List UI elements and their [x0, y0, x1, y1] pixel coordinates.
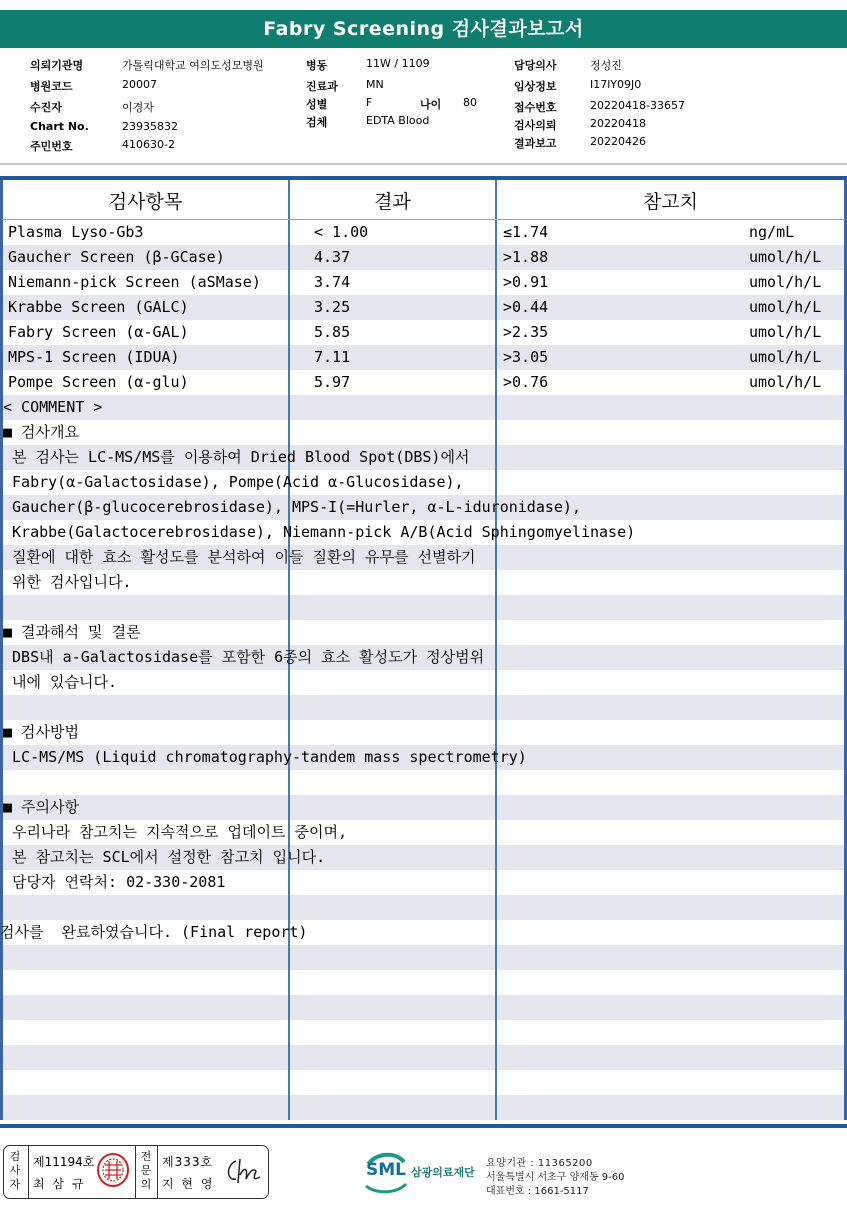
result-value: 4.37 — [314, 248, 351, 266]
comment-line: ■ 검사개요 — [3, 423, 80, 441]
info-left-value: 410630-2 — [122, 138, 175, 151]
info-left-label: Chart No. — [30, 120, 89, 133]
info-left-label: 수진자 — [30, 101, 62, 114]
result-value: 5.85 — [314, 323, 351, 341]
info-middle-value: F — [366, 96, 373, 109]
info-left-label: 의뢰기관명 — [30, 59, 84, 72]
info-right-label: 검사의뢰 — [514, 119, 557, 132]
org-address: 서울특별시 서초구 양재동 9-60 — [486, 1172, 625, 1183]
unit: umol/h/L — [749, 323, 822, 341]
comment-line: ■ 결과해석 및 결론 — [3, 623, 141, 641]
comment-line: Fabry(α-Galactosidase), Pompe(Acid α-Glucosidase), — [3, 473, 464, 491]
test-name: Fabry Screen (α-GAL) — [8, 323, 189, 341]
unit: umol/h/L — [749, 373, 822, 391]
test-name: Plasma Lyso-Gb3 — [8, 223, 144, 241]
comment-line: 질환에 대한 효소 활성도를 분석하여 이들 질환의 유무를 선별하기 — [3, 548, 476, 566]
row-stripe — [3, 395, 845, 420]
info-middle-label: 병동 — [306, 59, 328, 72]
info-middle-label: 성별 — [306, 98, 328, 111]
test-name: Pompe Screen (α-glu) — [8, 373, 189, 391]
reference-range: >0.44 — [503, 298, 549, 316]
inspector-seal-icon — [95, 1151, 131, 1189]
header-divider — [0, 163, 847, 165]
comment-line: ■ 주의사항 — [3, 798, 80, 816]
result-value: 3.25 — [314, 298, 351, 316]
unit: umol/h/L — [749, 348, 822, 366]
unit: umol/h/L — [749, 298, 822, 316]
reference-range: >0.76 — [503, 373, 549, 391]
info-middle-value: 11W / 1109 — [366, 57, 430, 70]
info-middle-value: MN — [366, 78, 384, 91]
inspector-name: 최 삼 규 — [33, 1177, 86, 1191]
report-title: Fabry Screening 검사결과보고서 — [0, 10, 847, 48]
comment-line: 위한 검사입니다. — [3, 573, 132, 591]
reviewer-signature-icon — [222, 1153, 264, 1189]
inspector-label: 검사자 — [9, 1150, 21, 1191]
comment-line: LC-MS/MS (Liquid chromatography-tandem mass spectrometry) — [3, 748, 527, 766]
reviewer-number: 제333호 — [162, 1155, 214, 1169]
info-right-value: 20220418 — [590, 117, 646, 130]
comment-line: 본 참고치는 SCL에서 설정한 참고치 입니다. — [3, 848, 326, 866]
column-divider-2 — [495, 180, 497, 1120]
reference-range: >2.35 — [503, 323, 549, 341]
org-phone: 대표번호 : 1661-5117 — [486, 1186, 589, 1197]
reference-range: >0.91 — [503, 273, 549, 291]
result-value: < 1.00 — [314, 223, 369, 241]
info-right-label: 담당의사 — [514, 59, 557, 72]
result-value: 5.97 — [314, 373, 351, 391]
info-right-value: 20220426 — [590, 135, 646, 148]
info-middle-label: 진료과 — [306, 80, 338, 93]
info-middle-value: EDTA Blood — [366, 114, 430, 127]
age-label: 나이 — [420, 98, 442, 111]
sig-divider-2 — [135, 1146, 136, 1198]
comment-line: Gaucher(β-glucocerebrosidase), MPS-I(=Hurler, α-L-iduronidase), — [3, 498, 581, 516]
reviewer-name: 지 현 영 — [162, 1177, 215, 1191]
info-left-value: 이경자 — [122, 101, 154, 114]
info-left-value: 20007 — [122, 78, 157, 91]
row-stripe — [3, 1045, 845, 1070]
info-middle-label: 검체 — [306, 116, 328, 129]
result-value: 7.11 — [314, 348, 351, 366]
row-stripe — [3, 945, 845, 970]
test-name: Niemann-pick Screen (aSMase) — [8, 273, 261, 291]
comment-line: 검사를 완료하였습니다. (Final report) — [0, 923, 308, 941]
info-right-label: 결과보고 — [514, 137, 557, 150]
org-name: 삼광의료재단 — [411, 1166, 475, 1179]
comment-line: 본 검사는 LC-MS/MS를 이용하여 Dried Blood Spot(DBS)에서 — [3, 448, 470, 466]
info-right-label: 임상정보 — [514, 80, 557, 93]
row-stripe — [3, 595, 845, 620]
reference-range: ≤1.74 — [503, 223, 549, 241]
comment-line: Krabbe(Galactocerebrosidase), Niemann-pick A/B(Acid Sphingomyelinase) — [3, 523, 636, 541]
row-stripe — [3, 995, 845, 1020]
age-value: 80 — [463, 96, 477, 109]
row-stripe — [3, 695, 845, 720]
info-left-label: 병원코드 — [30, 80, 73, 93]
sig-divider-3 — [157, 1146, 158, 1198]
reference-range: >3.05 — [503, 348, 549, 366]
unit: umol/h/L — [749, 248, 822, 266]
info-left-label: 주민번호 — [30, 140, 73, 153]
unit: ng/mL — [749, 223, 795, 241]
info-right-value: 정성진 — [590, 59, 622, 72]
row-stripe — [3, 795, 845, 820]
comment-line: ■ 검사방법 — [3, 723, 80, 741]
result-value: 3.74 — [314, 273, 351, 291]
row-stripe — [3, 1095, 845, 1120]
org-code: 요양기관 : 11365200 — [486, 1158, 593, 1169]
reference-range: >1.88 — [503, 248, 549, 266]
test-name: MPS-1 Screen (IDUA) — [8, 348, 180, 366]
info-left-value: 가톨릭대학교 여의도성모병원 — [122, 59, 264, 72]
info-left-value: 23935832 — [122, 120, 178, 133]
comment-line: 내에 있습니다. — [3, 673, 118, 691]
comment-line: 우리나라 참고치는 지속적으로 업데이트 중이며, — [3, 823, 347, 841]
sml-logo-text: SML — [366, 1160, 406, 1180]
sig-divider-1 — [28, 1146, 29, 1198]
info-right-label: 접수번호 — [514, 101, 557, 114]
reviewer-label: 전문의 — [140, 1150, 152, 1191]
comment-line: 담당자 연락처: 02-330-2081 — [3, 873, 226, 891]
header-test-item: 검사항목 — [108, 191, 183, 213]
row-stripe — [3, 895, 845, 920]
header-result: 결과 — [374, 191, 411, 213]
header-reference: 참고치 — [642, 191, 699, 213]
comment-header: < COMMENT > — [3, 398, 103, 416]
info-right-value: I17lY09J0 — [590, 78, 642, 91]
unit: umol/h/L — [749, 273, 822, 291]
comment-line: DBS내 a-Galactosidase를 포함한 6종의 효소 활성도가 정상범위 — [3, 648, 485, 666]
inspector-number: 제11194호 — [33, 1155, 95, 1169]
test-name: Krabbe Screen (GALC) — [8, 298, 189, 316]
test-name: Gaucher Screen (β-GCase) — [8, 248, 225, 266]
info-right-value: 20220418-33657 — [590, 99, 685, 112]
